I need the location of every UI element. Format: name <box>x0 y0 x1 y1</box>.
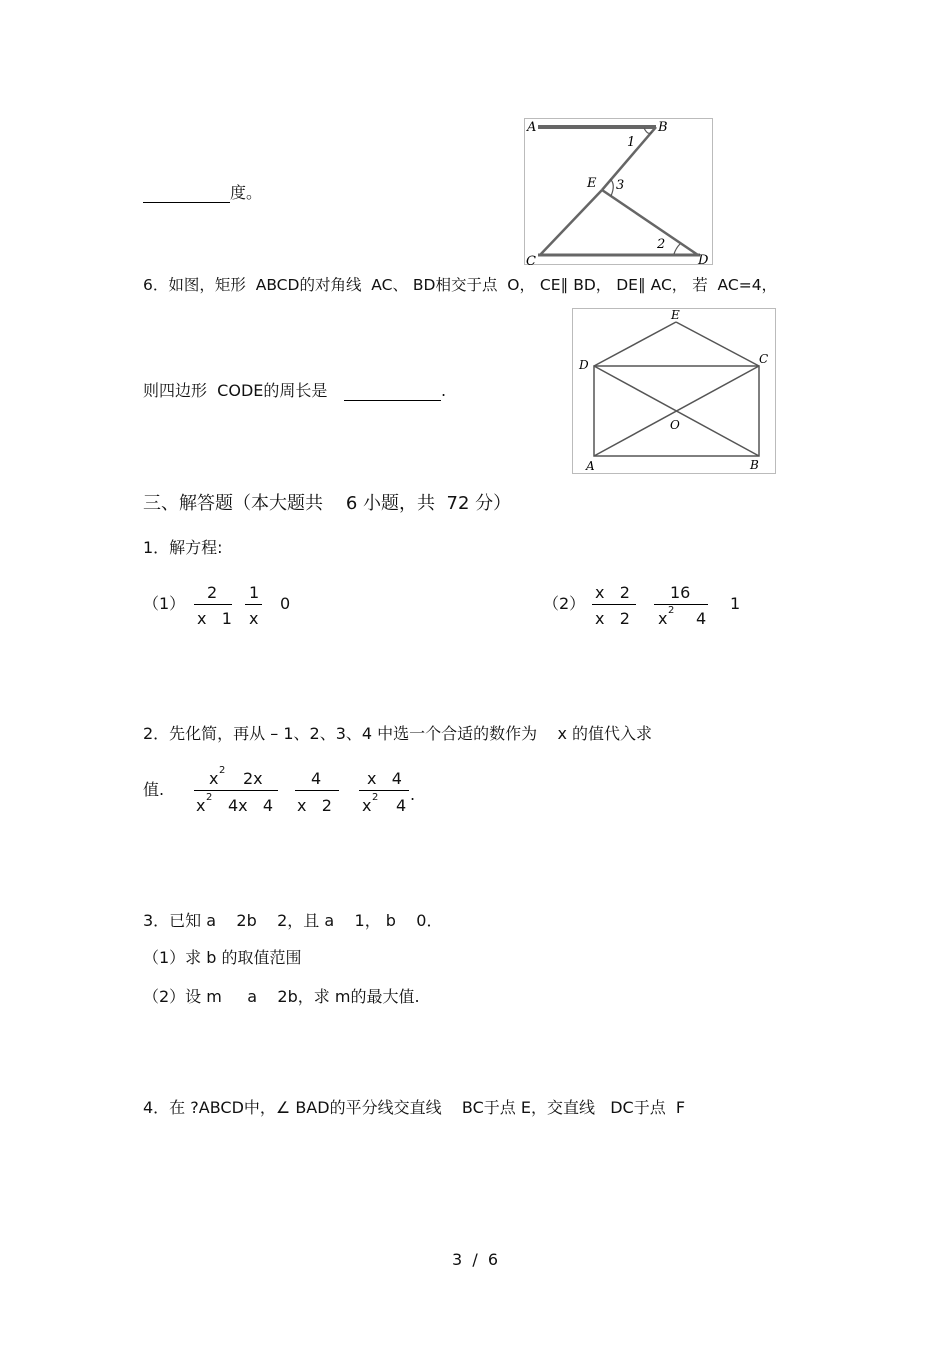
p1-part2-label: （2） <box>543 594 586 613</box>
p2-f1-num-exp: 2 <box>219 765 226 776</box>
fig5-label-B: B <box>658 120 668 135</box>
fig5-label-C: C <box>526 254 536 266</box>
fraction-bar <box>295 790 339 791</box>
q5-figure <box>524 118 714 266</box>
p2-f2-num: 4 <box>311 769 322 788</box>
p2-f1-num-rest: 2x <box>243 769 263 788</box>
p2-f3-num: x 4 <box>367 769 402 788</box>
fig5-angle-1: 1 <box>627 135 636 150</box>
q6-figure <box>572 308 777 475</box>
p2-f1-den-x: x <box>196 796 206 815</box>
p2-f1-den-exp: 2 <box>206 792 213 803</box>
q5-unit-text: 度。 <box>230 183 263 202</box>
p3-stem: 3．已知 a 2b 2，且 a 1， b 0． <box>143 911 443 930</box>
p3-part2: （2）设 m a 2b，求 m的最大值. <box>143 987 420 1006</box>
p1-part2-f2-den-rest: 4 <box>696 609 707 628</box>
p3-part1: （1）求 b 的取值范围 <box>143 948 302 967</box>
p2-lead: 值. <box>143 780 165 799</box>
p1-part1-f1-num: 2 <box>207 583 218 602</box>
fig5-label-E: E <box>587 176 597 191</box>
p1-part1-label: （1） <box>143 594 186 613</box>
p1-part2-f2-den-x: x <box>658 609 668 628</box>
fig5-label-D: D <box>698 253 709 266</box>
p4-stem: 4．在 ?ABCD中，∠ BAD的平分线交直线 BC于点 E，交直线 DC于点 F <box>143 1098 686 1117</box>
fig5-angle-3: 3 <box>616 178 625 193</box>
p2-tail: . <box>410 785 416 804</box>
p1-part2-f2-den-exp: 2 <box>668 605 675 616</box>
p1-stem: 1．解方程: <box>143 538 223 557</box>
q6-period: . <box>441 381 447 400</box>
p1-part1-rhs: 0 <box>280 594 291 613</box>
page-number: 3 / 6 <box>452 1250 499 1269</box>
q6-stem-line1: 6．如图，矩形 ABCD的对角线 AC、 BD相交于点 O， CE∥ BD， DE∥ AC， 若 AC=4， <box>143 276 778 294</box>
fraction-bar <box>654 604 708 605</box>
fraction-bar <box>194 604 232 605</box>
fig6-label-E: E <box>671 308 680 322</box>
p1-part1-f2-den: x <box>249 609 259 628</box>
q6-stem-line2: 则四边形 CODE的周长是 <box>143 381 328 400</box>
p1-part2-f1-num: x 2 <box>595 583 630 602</box>
fig5-angle-2: 2 <box>657 237 666 252</box>
p1-part2-f1-den: x 2 <box>595 609 630 628</box>
fig6-label-O: O <box>670 418 680 432</box>
fig6-label-B: B <box>750 458 759 472</box>
p2-f1-den-rest: 4x 4 <box>228 796 274 815</box>
p1-part2-f2-num: 16 <box>670 583 691 602</box>
fraction-bar <box>592 604 636 605</box>
p2-f3-den-exp: 2 <box>372 792 379 803</box>
fraction-bar <box>194 790 278 791</box>
answer-blank[interactable] <box>143 185 230 203</box>
p1-part1-f1-den: x 1 <box>197 609 232 628</box>
fig5-label-A: A <box>527 120 537 135</box>
fraction-bar <box>245 604 262 605</box>
fig6-label-A: A <box>586 459 595 473</box>
p2-f2-den: x 2 <box>297 796 332 815</box>
p2-f3-den-rest: 4 <box>396 796 407 815</box>
answer-blank[interactable] <box>344 383 441 401</box>
p1-part2-rhs: 1 <box>730 594 741 613</box>
p2-stem-line1: 2．先化简，再从 – 1、2、3、4 中选一个合适的数作为 x 的值代入求 <box>143 724 653 743</box>
fraction-bar <box>359 790 409 791</box>
section-heading: 三、解答题（本大题共 6 小题，共 72 分） <box>143 493 512 514</box>
p2-f1-num-x: x <box>209 769 219 788</box>
p2-f3-den-x: x <box>362 796 372 815</box>
fig6-label-D: D <box>579 358 589 372</box>
p1-part1-f2-num: 1 <box>249 583 260 602</box>
fig6-label-C: C <box>759 352 769 366</box>
